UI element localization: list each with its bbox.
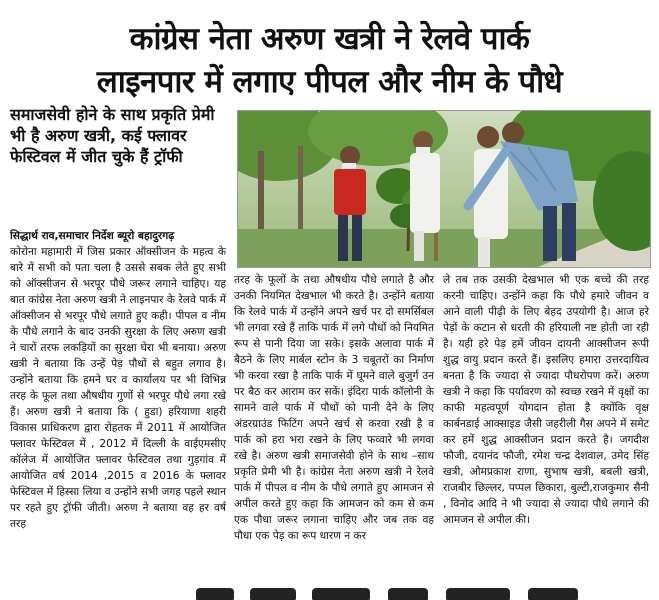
article-text-2: तरह के फूलों के तथा औषधीय पौधे लगाते है और उनकी नियमित देखभाल भी करते है। उन्होंने बताया कि रेलवे पार्क में उन्होंने अपने खर्च पर दो समर्सिबल भी लगवा रखे हैं ताकि पार्क में लगे पौधों को नियमित रूप से पानी दिया जा सके। इसके अलावा पार्क में बैठने के लिए मार्बल स्टोन के 3 चबूतरों का निर्माण भी करवा रखा है ताकि पार्क में घूमने वाले बुजुर्ग उन पर बैठ कर आराम कर सकें। इंदिरा पार्क कॉलोनी के सामने वाले पार्क में पौधों को पानी देने के लिए अंडरग्राउंड फिटिंग अपने खर्च से करवा रखी है व पार्क को हरा भरा रखने के लिए फव्वारे भी लगवा रखे है। अरुण खत्री समाजसेवी होने के साथ –साथ प्रकृति प्रेमी भी है। कांग्रेस नेता अरुण खत्री ने रेलवे पार्क में पीपल व नीम के पौधे लगाते हुए आमजन से अपील करते हुए कहा कि आमजन को कम से कम एक पौधा जरूर लगाना चाहिए और जब तक वह पौधा एक पेड़ का रूप धारण न कर bbox=[234, 274, 434, 542]
headline-line-2: लाइनपार में लगाए पीपल और नीम के पौधे bbox=[96, 64, 563, 100]
tree-planting-photo bbox=[238, 111, 650, 267]
article-column-3 bbox=[443, 272, 649, 528]
next-headline-cutoff bbox=[0, 588, 659, 600]
headline bbox=[0, 18, 659, 104]
news-photo bbox=[237, 110, 651, 268]
article-text-3: ले तब तक उसकी देखभाल भी एक बच्चे की तरह करनी चाहिए। उन्होंने कहा कि पौधे हमारे जीवन व आने वाली पीढ़ी के लिए बेहद उपयोगी है। आज हरे पेड़ों के कटान से धरती की हरियाली नष्ट होती जा रही है। यही हरे पेड़ हमें जीवन दायनी आक्सीजन रूपी शुद्ध वायु प्रदान करते हैं। इसलिए हमारा उत्तरदायित्व बनता है कि ज्यादा से ज्यादा पौधरोपण करें। अरुण खत्री ने कहा कि पर्यावरण को स्वच्छ रखने में वृक्षों का काफी महत्वपूर्ण योगदान होता है क्योंकि वृक्ष कार्बनडाई आक्साइड जैसी जहरीली गैस अपने में समेट कर हमें शुद्ध आक्सीजन प्रदान करते है। जगदीश फौजी, दयानंद फौजी, रमेश चन्द्र देशवाल, उमेद सिंह खत्री, ओमप्रकाश राणा, सुभाष खत्री, बबली खत्री, राजबीर छिल्लर, पप्पल छिकारा, बुल्टी,राजकुमार सैनी , विनोद आदि ने भी ज्यादा से ज्यादा पौधे लगाने की आमजन से अपील की। bbox=[443, 274, 649, 526]
subheadline: समाजसेवी होने के साथ प्रकृति प्रेमी भी है अरुण खत्री, कई फ्लावर फेस्टिवल में जीत चुके हैं ट्रॉफी bbox=[10, 105, 215, 166]
dateline: सिद्धार्थ राव,समाचार निर्देश ब्यूरो बहादुरगढ़ bbox=[10, 230, 175, 242]
headline-line-1: कांग्रेस नेता अरुण खत्री ने रेलवे पार्क bbox=[129, 21, 530, 57]
article-text-1: कोरोना महामारी में जिस प्रकार ऑक्सीजन के महत्व के बारे में सभी को पता चला है उससे सबक लेते हुए सभी को ऑक्सीजन से भरपूर पौधे जरूर लगाने चाहिए। यह बात कांग्रेस नेता अरुण खत्री ने लाइनपार के रेलवे पार्क में ऑक्सीजन से भरपूर पौधे लगाते हुए कही। पीपल व नीम के पौधे लगाने के बाद उनकी सुरक्षा के लिए अरुण खत्री ने चारों तरफ लकड़ियों का सुरक्षा घेरा भी बनाया। अरुण खत्री ने बताया कि उन्हें पेड़ पौधों से बहुत लगाव है। उन्होंने बताया कि हमने घर व कार्यालय पर भी विभिन्न तरह के फूल तथा औषधीय गुणों से भरपूर पौधे लगा रखे हैं। अरुण खत्री ने बताया कि ( हुडा) हरियाणा शहरी विकास प्राधिकरण द्वारा रोहतक में 2011 में आयोजित फ्लावर फेस्टिवल में , 2012 में दिल्ली के वाईएमसीए कॉलेज में आयोजित फ्लावर फेस्टिवल तथा गुड़गांव में आयोजित वर्ष 2014 ,2015 व 2016 के फ्लावर फेस्टिवल में हिस्सा लिया व उन्होंने सभी जगह पहले स्थान पर रहते हुए ट्रॉफी जीती। अरुण ने बताया वह हर वर्ष तरह bbox=[10, 246, 226, 530]
article-column-2 bbox=[234, 272, 434, 544]
article-column-1 bbox=[10, 228, 226, 532]
